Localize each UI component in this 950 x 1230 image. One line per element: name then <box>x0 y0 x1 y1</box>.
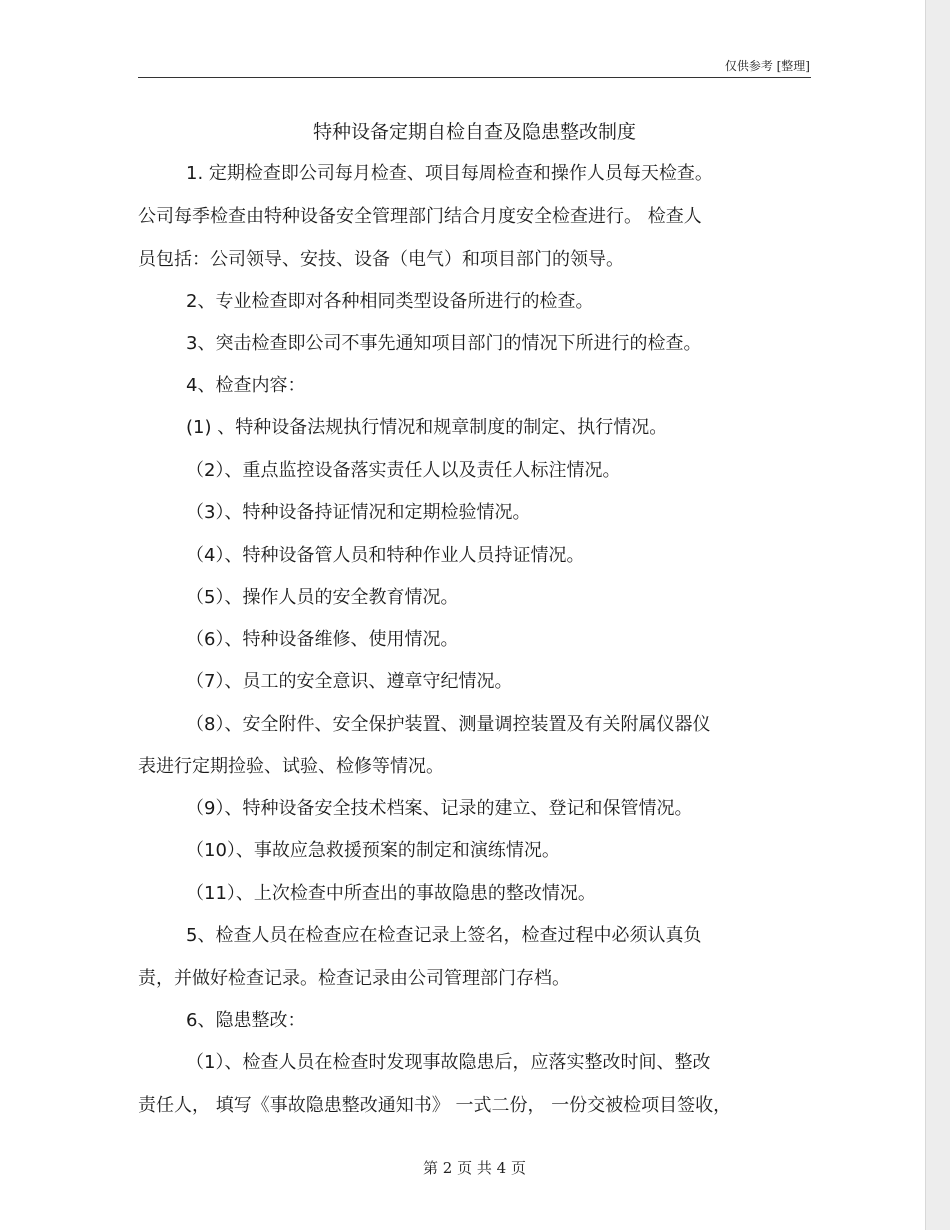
paragraph-line-17: （10）、事故应急救援预案的制定和演练情况。 <box>186 840 560 861</box>
paragraph-line-4: 2、专业检查即对各种相同类型设备所进行的检查。 <box>186 291 594 312</box>
paragraph-line-15: 表进行定期捡验、试验、检修等情况。 <box>138 756 444 777</box>
paragraph-line-12: （6）、特种设备维修、使用情况。 <box>186 629 459 650</box>
header-note: 仅供参考 [整理] <box>724 59 810 73</box>
paragraph-line-8: （2）、重点监控设备落实责任人以及责任人标注情况。 <box>186 460 621 481</box>
paragraph-line-1: 1. 定期检查即公司每月检查、项目每周检查和操作人员每天检查。 <box>186 163 713 184</box>
header-divider <box>138 77 811 78</box>
paragraph-line-23: 责任人， 填写《事故隐患整改通知书》 一式二份， 一份交被检项目签收， <box>138 1095 732 1116</box>
paragraph-line-5: 3、突击检查即公司不事先通知项目部门的情况下所进行的检查。 <box>186 333 702 354</box>
paragraph-line-10: （4）、特种设备管人员和特种作业人员持证情况。 <box>186 545 585 566</box>
paragraph-line-11: （5）、操作人员的安全教育情况。 <box>186 587 459 608</box>
paragraph-line-20: 责，并做好检查记录。检查记录由公司管理部门存档。 <box>138 968 570 989</box>
paragraph-line-16: （9）、特种设备安全技术档案、记录的建立、登记和保管情况。 <box>186 798 693 819</box>
paragraph-line-2: 公司每季检查由特种设备安全管理部门结合月度安全检查进行。 检查人 <box>138 206 702 227</box>
paragraph-line-7: (1) 、特种设备法规执行情况和规章制度的制定、执行情况。 <box>186 417 668 438</box>
paragraph-line-14: （8）、安全附件、安全保护装置、测量调控装置及有关附属仪器仪 <box>186 714 711 735</box>
paragraph-line-21: 6、隐患整改： <box>186 1010 306 1031</box>
paragraph-line-18: （11）、上次检查中所查出的事故隐患的整改情况。 <box>186 883 596 904</box>
document-title: 特种设备定期自检自查及隐患整改制度 <box>312 121 636 143</box>
paragraph-line-9: （3）、特种设备持证情况和定期检验情况。 <box>186 502 531 523</box>
paragraph-line-3: 员包括：公司领导、安技、设备（电气）和项目部门的领导。 <box>138 249 624 270</box>
paragraph-line-6: 4、检查内容： <box>186 375 306 396</box>
paragraph-line-22: （1）、检查人员在检查时发现事故隐患后，应落实整改时间、整改 <box>186 1052 711 1073</box>
page-number: 第 2 页 共 4 页 <box>423 1159 526 1177</box>
paragraph-line-13: （7）、员工的安全意识、遵章守纪情况。 <box>186 671 513 692</box>
paragraph-line-19: 5、检查人员在检查应在检查记录上签名，检查过程中必须认真负 <box>186 925 702 946</box>
